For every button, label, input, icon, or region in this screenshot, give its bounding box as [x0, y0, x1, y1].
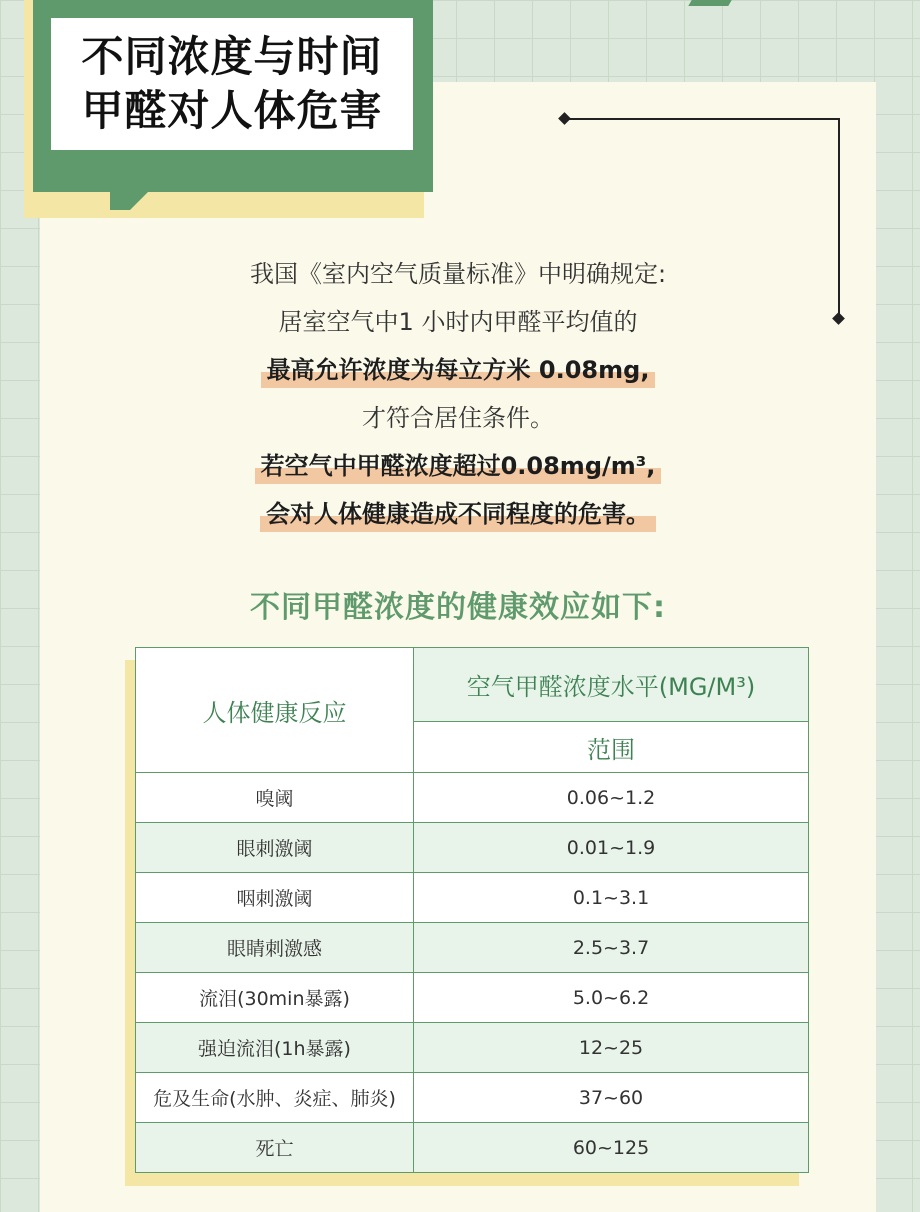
- range-cell: 0.01~1.9: [566, 836, 656, 859]
- header-concentration: 空气甲醛浓度水平(MG/M³): [414, 648, 808, 722]
- header-range: 范围: [414, 722, 808, 773]
- effects-table: [135, 647, 809, 1173]
- intro-line-2: 居室空气中1 小时内甲醛平均值的: [278, 308, 638, 336]
- intro-highlight-2: 若空气中甲醛浓度超过0.08mg/m³,: [255, 448, 662, 484]
- connector-horizontal: [564, 118, 840, 120]
- range-cell: 60~125: [572, 1136, 650, 1159]
- range-cell: 12~25: [578, 1036, 644, 1059]
- range-cell: 37~60: [578, 1086, 644, 1109]
- intro-line-4: 才符合居住条件。: [362, 404, 554, 432]
- section-subheading: 不同甲醛浓度的健康效应如下:: [250, 590, 666, 625]
- header-reaction: 人体健康反应: [136, 648, 414, 773]
- table-row: [136, 1123, 808, 1172]
- decorative-tab: [688, 0, 731, 6]
- intro-paragraph: [40, 250, 876, 538]
- intro-highlight-3: 会对人体健康造成不同程度的危害。: [260, 496, 656, 532]
- reaction-cell: 嗅阈: [136, 773, 414, 822]
- table-row: [136, 773, 808, 823]
- intro-highlight-1: 最高允许浓度为每立方米 0.08mg,: [261, 352, 656, 388]
- intro-line-1: 我国《室内空气质量标准》中明确规定:: [249, 260, 667, 288]
- range-cell: 5.0~6.2: [572, 986, 650, 1009]
- table-row: [136, 823, 808, 873]
- title-line-1: 不同浓度与时间: [81, 32, 383, 81]
- reaction-cell: 危及生命(水肿、炎症、肺炎): [136, 1073, 414, 1122]
- table-row: [136, 873, 808, 923]
- reaction-cell: 眼睛刺激感: [136, 923, 414, 972]
- range-cell: 2.5~3.7: [572, 936, 650, 959]
- title-line-2: 甲醛对人体危害: [81, 86, 383, 135]
- table-row: [136, 1023, 808, 1073]
- title-panel: [51, 18, 413, 150]
- range-cell: 0.1~3.1: [572, 886, 650, 909]
- table-row: [136, 1073, 808, 1123]
- table-row: [136, 923, 808, 973]
- reaction-cell: 死亡: [136, 1123, 414, 1172]
- reaction-cell: 眼刺激阈: [136, 823, 414, 872]
- table-row: [136, 973, 808, 1023]
- range-cell: 0.06~1.2: [566, 786, 656, 809]
- reaction-cell: 咽刺激阈: [136, 873, 414, 922]
- title-speech-tail: [110, 190, 150, 210]
- reaction-cell: 强迫流泪(1h暴露): [136, 1023, 414, 1072]
- reaction-cell: 流泪(30min暴露): [136, 973, 414, 1022]
